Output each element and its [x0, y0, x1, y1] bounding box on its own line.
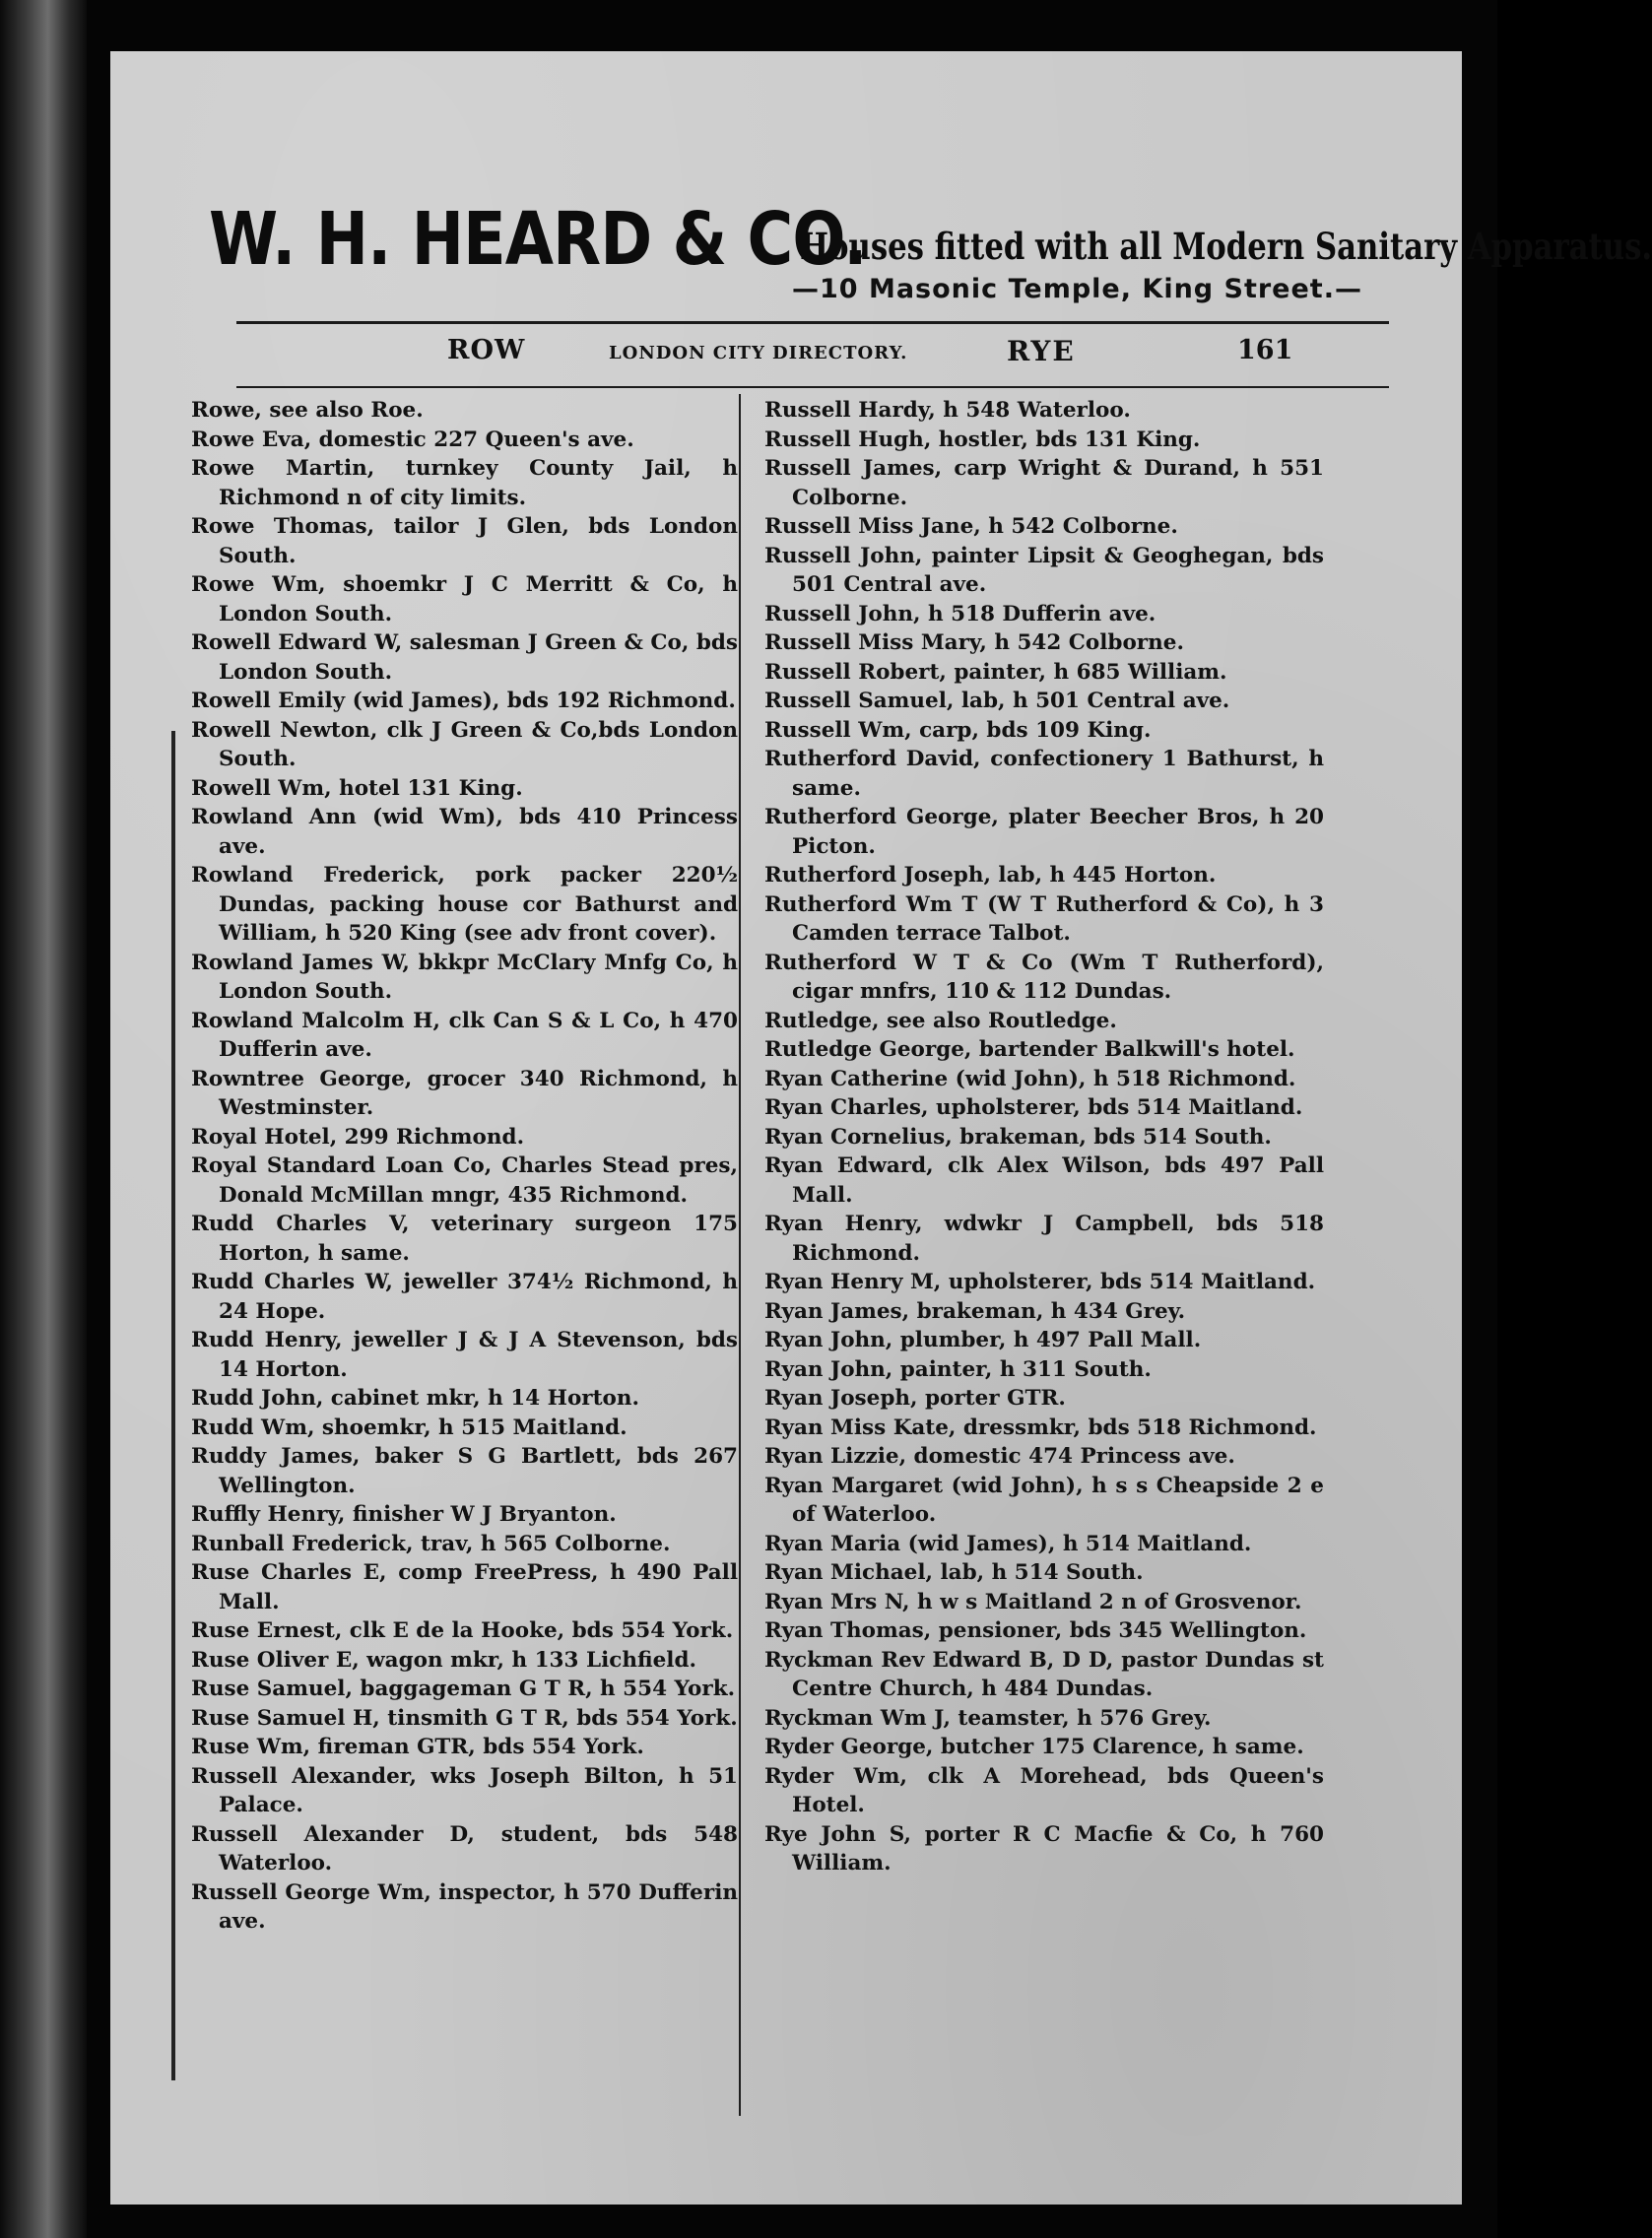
directory-entry: Ryan Henry M, upholsterer, bds 514 Maitland. [764, 1270, 1316, 1294]
directory-entry: Russell George Wm, inspector, h 570 Dufferin ave. [191, 1879, 738, 1934]
advertisement-header [209, 167, 1652, 315]
directory-entry: Rutherford W T & Co (Wm T Rutherford), cigar mnfrs, 110 & 112 Dundas. [764, 950, 1324, 1004]
directory-entry: Ruse Samuel H, tinsmith G T R, bds 554 York. [191, 1705, 738, 1731]
adjacent-page-edge [0, 0, 87, 2238]
directory-entry: Rowe Thomas, tailor J Glen, bds London South. [191, 514, 738, 568]
directory-title: LONDON CITY DIRECTORY. [609, 343, 908, 363]
directory-entry: Ryan Cornelius, brakeman, bds 514 South. [764, 1124, 1272, 1150]
binding-line [171, 731, 175, 2080]
advertiser-address: —10 Masonic Temple, King Street.— [792, 274, 1362, 304]
right-guide-word: RYE [1007, 335, 1076, 367]
directory-entry: Ruffly Henry, finisher W J Bryanton. [191, 1502, 617, 1527]
directory-entry: Ryan John, plumber, h 497 Pall Mall. [764, 1328, 1202, 1352]
directory-entry: Russell James, carp Wright & Durand, h 551 Colborne. [764, 456, 1324, 510]
directory-entry: Rowland Ann (wid Wm), bds 410 Princess ave. [191, 805, 738, 859]
directory-entry: Rowe Martin, turnkey County Jail, h Richmond n of city limits. [191, 456, 738, 510]
directory-entry: Rowell Emily (wid James), bds 192 Richmond. [191, 689, 736, 713]
directory-entry: Runball Frederick, trav, h 565 Colborne. [191, 1531, 671, 1556]
directory-entry: Ryan Mrs N, h w s Maitland 2 n of Grosvenor. [764, 1589, 1302, 1614]
directory-entry: Rowland Malcolm H, clk Can S & L Co, h 470 Dufferin ave. [191, 1008, 738, 1062]
directory-entry: Ryckman Rev Edward B, D D, pastor Dundas st Centre Church, h 484 Dundas. [764, 1647, 1324, 1701]
directory-entry: Ryan Charles, upholsterer, bds 514 Maitland. [764, 1095, 1303, 1120]
directory-entry: Russell Alexander D, student, bds 548 Waterloo. [191, 1821, 738, 1876]
directory-entry: Rowell Edward W, salesman J Green & Co, bds London South. [191, 630, 738, 685]
left-guide-word: ROW [447, 335, 526, 365]
page-number: 161 [1237, 335, 1293, 365]
directory-entry: Russell Alexander, wks Joseph Bilton, h 51 Palace. [191, 1763, 738, 1817]
directory-entry: Ryan Catherine (wid John), h 518 Richmond. [764, 1066, 1296, 1091]
directory-entry: Rutledge, see also Routledge. [764, 1008, 1117, 1033]
directory-entry: Russell Wm, carp, bds 109 King. [764, 717, 1152, 743]
directory-entry: Rutherford Joseph, lab, h 445 Horton. [764, 863, 1217, 888]
directory-entry: Rowe Eva, domestic 227 Queen's ave. [191, 427, 634, 452]
directory-entry: Russell Miss Mary, h 542 Colborne. [764, 630, 1184, 655]
directory-entry: Ryan Joseph, porter GTR. [764, 1386, 1066, 1411]
directory-entry: Ruse Samuel, baggageman G T R, h 554 York. [191, 1677, 736, 1701]
directory-entry: Ryan Henry, wdwkr J Campbell, bds 518 Richmond. [764, 1212, 1324, 1266]
directory-entry: Rowland Frederick, pork packer 220½ Dundas, packing house cor Bathurst and William, h 520 King (see adv front cover). [191, 863, 738, 946]
directory-entry: Ryan Edward, clk Alex Wilson, bds 497 Pall Mall. [764, 1153, 1324, 1208]
directory-entry: Russell Miss Jane, h 542 Colborne. [764, 514, 1178, 539]
directory-entry: Russell Robert, painter, h 685 William. [764, 659, 1227, 685]
directory-entry: Russell John, painter Lipsit & Geoghegan, bds 501 Central ave. [764, 543, 1324, 597]
directory-entry: Ruse Ernest, clk E de la Hooke, bds 554 York. [191, 1618, 734, 1643]
directory-entry: Ryan Miss Kate, dressmkr, bds 518 Richmond. [764, 1415, 1317, 1440]
advertiser-slogan: Houses fitted with all Modern Sanitary Apparatus. [800, 225, 1652, 268]
directory-entry: Ruse Oliver E, wagon mkr, h 133 Lichfield. [191, 1647, 696, 1673]
directory-entry: Rudd Charles V, veterinary surgeon 175 Horton, h same. [191, 1212, 738, 1266]
directory-entry: Rowe Wm, shoemkr J C Merritt & Co, h London South. [191, 572, 738, 626]
directory-entry: Russell John, h 518 Dufferin ave. [764, 601, 1156, 626]
directory-entry: Rudd Charles W, jeweller 374½ Richmond, h 24 Hope. [191, 1270, 738, 1324]
directory-entry: Ryder Wm, clk A Morehead, bds Queen's Hotel. [764, 1763, 1324, 1817]
directory-entry: Rowell Wm, hotel 131 King. [191, 775, 523, 801]
directory-entry: Royal Standard Loan Co, Charles Stead pres, Donald McMillan mngr, 435 Richmond. [191, 1153, 738, 1208]
right-column [764, 396, 1324, 1878]
running-head-rule [236, 386, 1389, 388]
directory-entry: Ruse Wm, fireman GTR, bds 554 York. [191, 1735, 644, 1759]
directory-entry: Rutherford Wm T (W T Rutherford & Co), h 3 Camden terrace Talbot. [764, 891, 1324, 946]
column-divider [739, 394, 741, 2116]
advertiser-name: W. H. HEARD & CO. [209, 197, 867, 282]
directory-entry: Ruddy James, baker S G Bartlett, bds 267 Wellington. [191, 1444, 738, 1498]
directory-entry: Russell Samuel, lab, h 501 Central ave. [764, 689, 1230, 713]
directory-entry: Royal Hotel, 299 Richmond. [191, 1124, 525, 1150]
directory-entry: Ryan Margaret (wid John), h s s Cheapside 2 e of Waterloo. [764, 1473, 1324, 1527]
directory-entry: Ryan John, painter, h 311 South. [764, 1356, 1152, 1382]
directory-entry: Ryan Maria (wid James), h 514 Maitland. [764, 1531, 1252, 1556]
directory-entry: Rudd Wm, shoemkr, h 515 Maitland. [191, 1415, 628, 1440]
directory-entry: Ryckman Wm J, teamster, h 576 Grey. [764, 1705, 1212, 1731]
left-column [191, 396, 738, 1937]
directory-entry: Rutherford David, confectionery 1 Bathurst, h same. [764, 747, 1324, 801]
directory-entry: Russell Hardy, h 548 Waterloo. [764, 398, 1131, 423]
directory-page [110, 51, 1652, 2205]
directory-entry: Ruse Charles E, comp FreePress, h 490 Pall Mall. [191, 1560, 738, 1614]
directory-entry: Rudd John, cabinet mkr, h 14 Horton. [191, 1386, 640, 1411]
directory-entry: Rowland James W, bkkpr McClary Mnfg Co, h London South. [191, 950, 738, 1004]
directory-entry: Russell Hugh, hostler, bds 131 King. [764, 427, 1201, 452]
directory-entry: Rowntree George, grocer 340 Richmond, h Westminster. [191, 1066, 738, 1120]
directory-entry: Ryan Thomas, pensioner, bds 345 Wellington. [764, 1618, 1307, 1643]
directory-entry: Ryder George, butcher 175 Clarence, h same. [764, 1735, 1304, 1759]
directory-entry: Rowe, see also Roe. [191, 398, 424, 423]
directory-entry: Rutherford George, plater Beecher Bros, h 20 Picton. [764, 805, 1324, 859]
directory-entry: Rudd Henry, jeweller J & J A Stevenson, bds 14 Horton. [191, 1328, 738, 1382]
directory-entry: Ryan Michael, lab, h 514 South. [764, 1560, 1144, 1585]
header-rule [236, 321, 1389, 324]
directory-entry: Rutledge George, bartender Balkwill's hotel. [764, 1037, 1295, 1062]
directory-entry: Ryan James, brakeman, h 434 Grey. [764, 1298, 1186, 1324]
directory-entry: Rowell Newton, clk J Green & Co,bds London South. [191, 717, 738, 771]
directory-entry: Rye John S, porter R C Macfie & Co, h 760 William. [764, 1821, 1324, 1876]
directory-entry: Ryan Lizzie, domestic 474 Princess ave. [764, 1444, 1235, 1469]
